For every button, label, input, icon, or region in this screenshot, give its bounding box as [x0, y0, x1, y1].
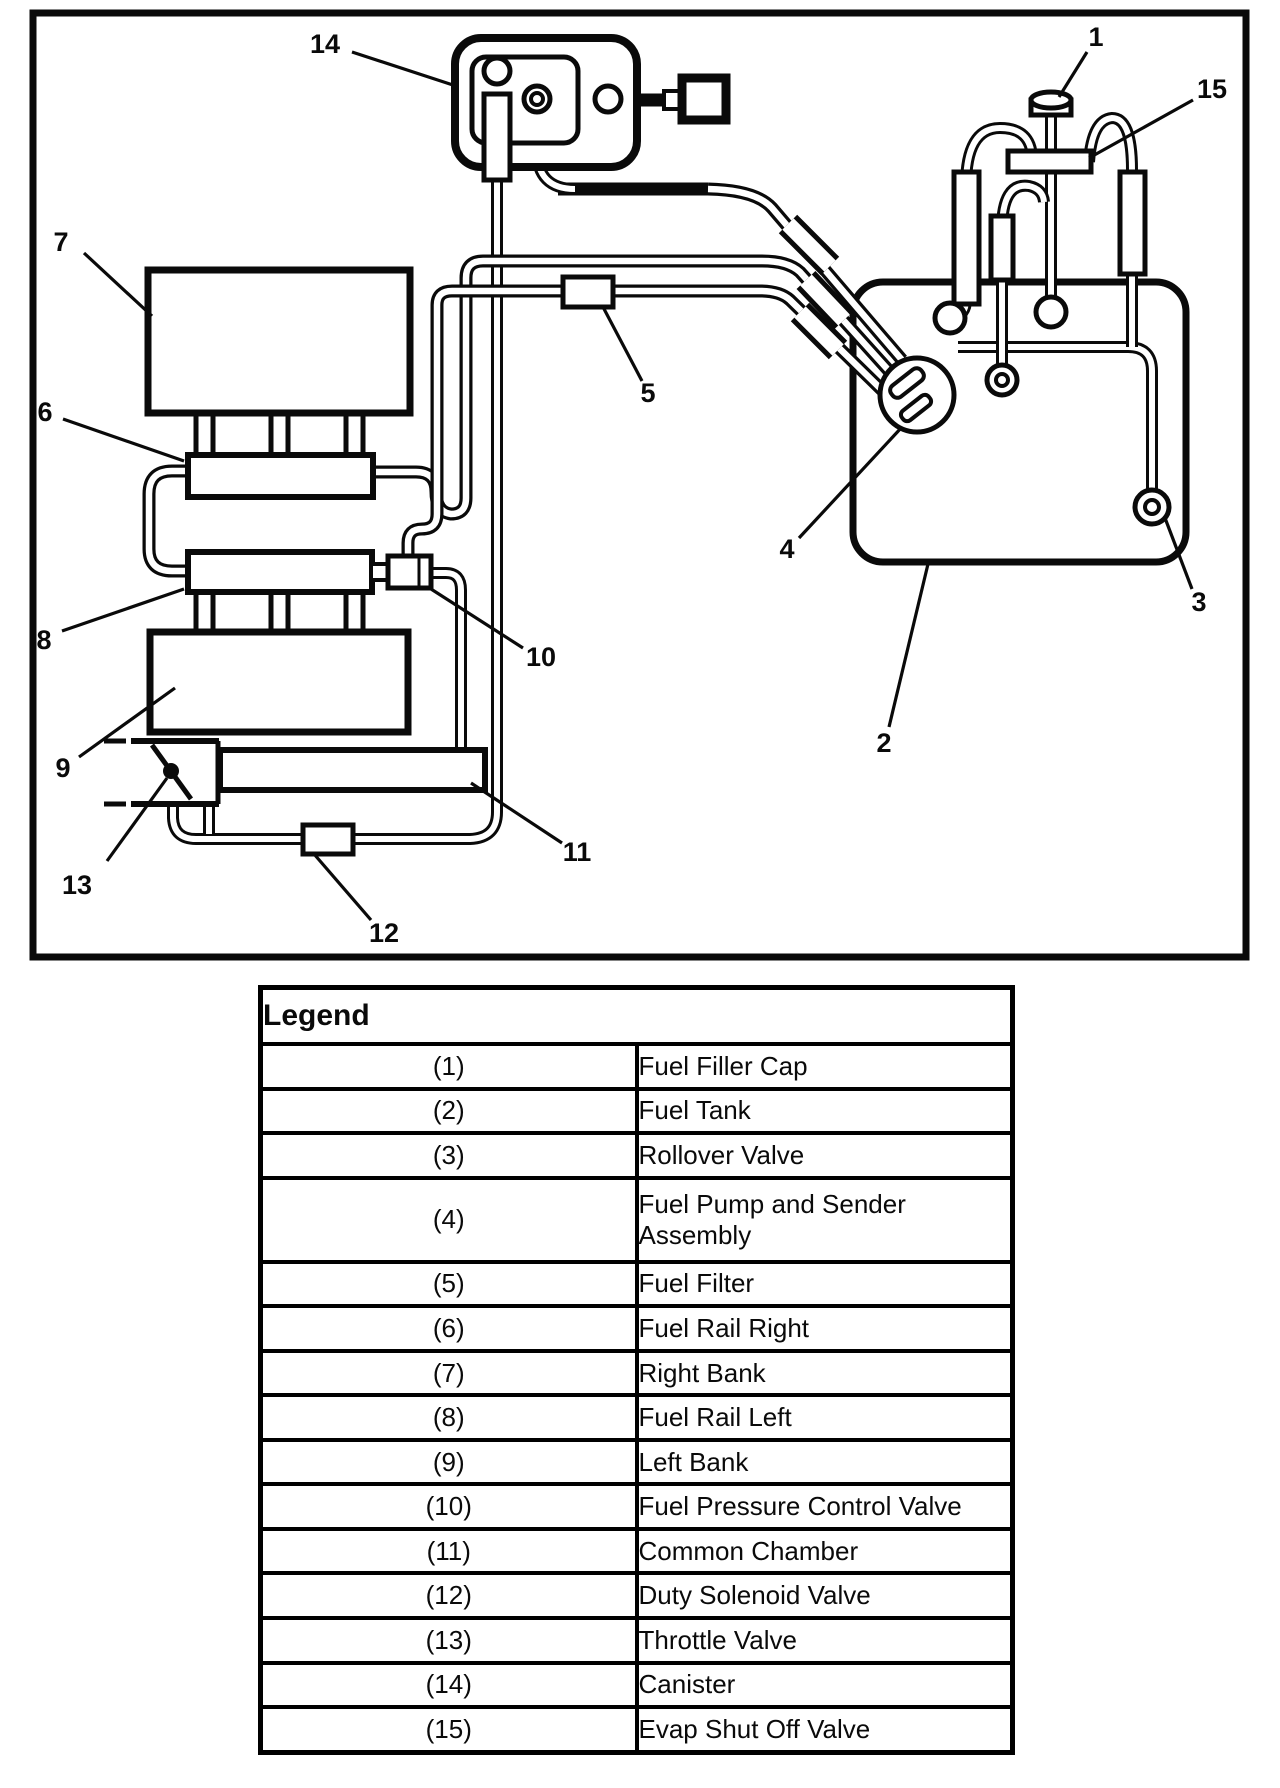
legend-row-number: (5)	[261, 1262, 637, 1307]
legend-row-label: Evap Shut Off Valve	[637, 1707, 1013, 1752]
legend-row	[261, 1133, 1013, 1178]
legend-row	[261, 1529, 1013, 1574]
callout-label-12: 12	[368, 918, 400, 948]
canister-port-sleeve	[484, 94, 510, 180]
callout-label-7: 7	[53, 227, 69, 257]
pipe-sleeve-middle	[991, 216, 1013, 280]
legend-row-number: (8)	[261, 1395, 637, 1440]
callout-label-10: 10	[525, 642, 557, 672]
fuel-filler-cap	[1031, 92, 1071, 115]
fuel-rail-right	[188, 455, 373, 497]
legend-row	[261, 1306, 1013, 1351]
legend-row-label: Rollover Valve	[637, 1133, 1013, 1178]
legend-row	[261, 1178, 1013, 1262]
fuel-pump-sender-assembly	[880, 358, 954, 432]
legend-row-number: (2)	[261, 1089, 637, 1134]
canister-port-right	[595, 86, 621, 112]
legend-row	[261, 1484, 1013, 1529]
legend-row-number: (14)	[261, 1663, 637, 1708]
callout-label-15: 15	[1196, 74, 1228, 104]
callout-label-9: 9	[55, 753, 71, 783]
legend-row	[261, 1440, 1013, 1485]
callout-label-1: 1	[1088, 22, 1104, 52]
legend-row-label: Right Bank	[637, 1351, 1013, 1396]
legend-row-number: (13)	[261, 1618, 637, 1663]
legend-row	[261, 1044, 1013, 1089]
throttle-valve-pivot	[163, 763, 179, 779]
legend-row	[261, 1573, 1013, 1618]
legend-row-label: Fuel Filler Cap	[637, 1044, 1013, 1089]
callout-label-11: 11	[562, 837, 592, 867]
legend-row-number: (12)	[261, 1573, 637, 1618]
legend-row	[261, 1707, 1013, 1752]
canister-port-left	[484, 58, 510, 84]
callout-label-4: 4	[779, 534, 795, 564]
callout-label-6: 6	[37, 397, 53, 427]
pipe-sleeve-left	[954, 172, 979, 304]
callout-label-13: 13	[61, 870, 93, 900]
legend-row	[261, 1395, 1013, 1440]
legend-row-number: (1)	[261, 1044, 637, 1089]
duty-solenoid-valve	[303, 825, 353, 854]
callout-label-2: 2	[876, 728, 892, 758]
legend-row-number: (9)	[261, 1440, 637, 1485]
legend-row-number: (7)	[261, 1351, 637, 1396]
right-bank	[148, 270, 410, 413]
callout-label-3: 3	[1191, 587, 1207, 617]
legend-row	[261, 1351, 1013, 1396]
vent-connector	[682, 78, 726, 120]
callout-label-5: 5	[640, 378, 656, 408]
legend-row-label: Fuel Pressure Control Valve	[637, 1484, 1013, 1529]
legend-body	[261, 1044, 1013, 1753]
tank-port-left	[935, 303, 965, 333]
legend-row-number: (3)	[261, 1133, 637, 1178]
legend-row-number: (6)	[261, 1306, 637, 1351]
legend-row-number: (15)	[261, 1707, 637, 1752]
legend-header-row	[261, 988, 1013, 1045]
fuel-filter	[563, 277, 613, 307]
legend-row-number: (4)	[261, 1178, 637, 1262]
legend-row-label: Fuel Filter	[637, 1262, 1013, 1307]
common-chamber	[220, 750, 485, 790]
legend-row-label: Fuel Rail Left	[637, 1395, 1013, 1440]
legend-row-label: Fuel Rail Right	[637, 1306, 1013, 1351]
legend-row-label: Fuel Pump and Sender Assembly	[637, 1178, 1013, 1262]
legend-row-label: Common Chamber	[637, 1529, 1013, 1574]
pipe-sleeve-right	[1120, 172, 1145, 274]
legend-row-label: Fuel Tank	[637, 1089, 1013, 1134]
legend-row-label: Throttle Valve	[637, 1618, 1013, 1663]
legend-row	[261, 1663, 1013, 1708]
fuel-rail-left	[188, 552, 372, 592]
legend-row-number: (10)	[261, 1484, 637, 1529]
tank-port-filler	[1036, 297, 1066, 327]
legend-row-label: Left Bank	[637, 1440, 1013, 1485]
legend-row-number: (11)	[261, 1529, 637, 1574]
evap-shut-off-valve	[1008, 151, 1091, 172]
legend-row-label: Duty Solenoid Valve	[637, 1573, 1013, 1618]
callout-label-8: 8	[36, 625, 52, 655]
legend-row	[261, 1618, 1013, 1663]
callout-label-14: 14	[309, 29, 341, 59]
legend-row	[261, 1089, 1013, 1134]
legend-row-label: Canister	[637, 1663, 1013, 1708]
canister	[455, 38, 637, 180]
left-bank	[150, 632, 408, 732]
legend-title: Legend	[261, 988, 1013, 1045]
legend-row	[261, 1262, 1013, 1307]
legend-table	[258, 985, 1015, 1755]
legend	[258, 985, 1015, 1755]
